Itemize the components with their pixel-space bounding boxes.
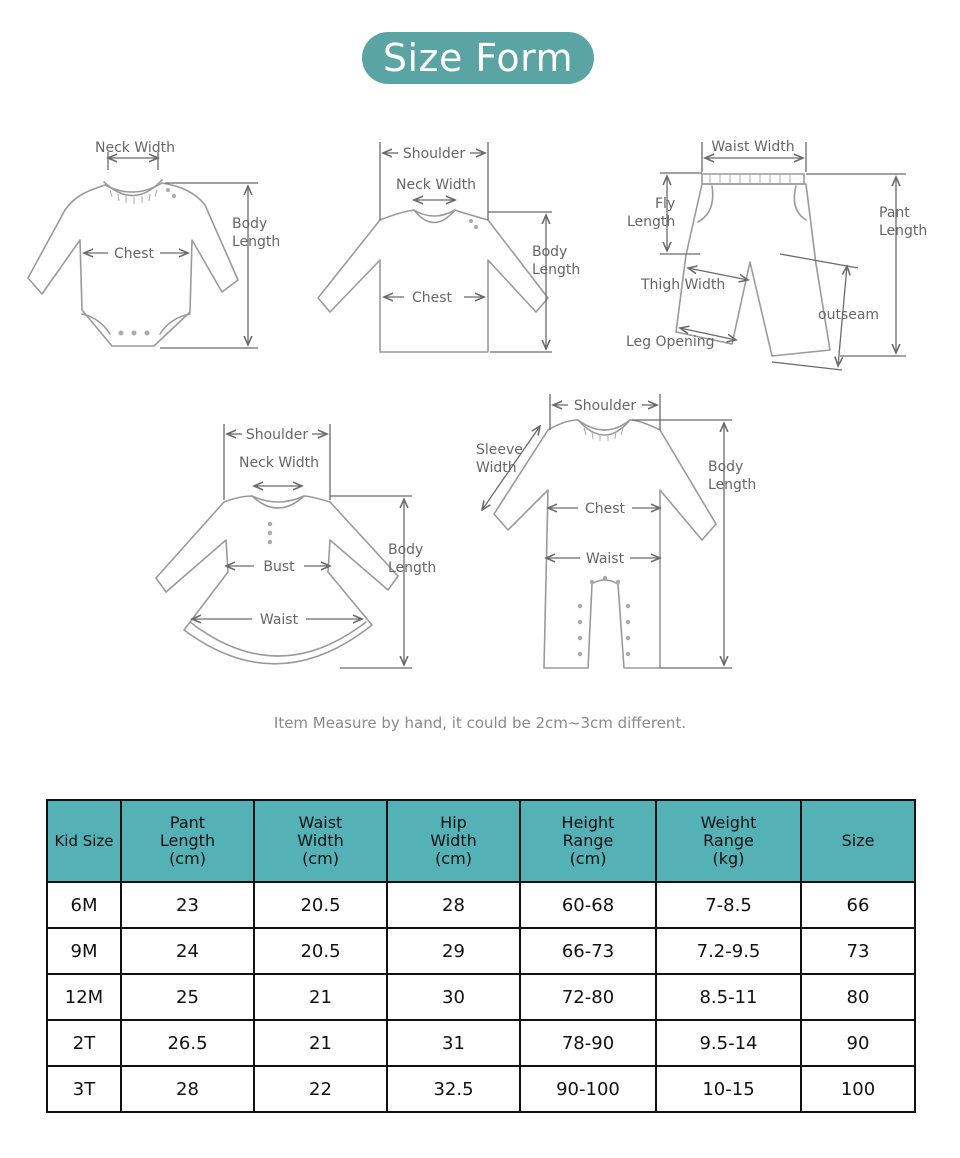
romper-sleeve-width-label-2: Width [476,460,517,476]
size-table [46,799,916,1113]
table-row [47,928,915,974]
table-cell: 28 [387,882,520,928]
romper-sleeve-width-label-1: Sleeve [476,442,523,458]
table-cell: 100 [801,1066,915,1112]
pants-diagram [626,139,927,370]
bodysuit-chest-label: Chest [113,246,155,262]
table-cell: 21 [254,1020,387,1066]
table-cell: 22 [254,1066,387,1112]
table-row [47,882,915,928]
dress-diagram [156,424,436,668]
table-cell: 66-73 [520,928,656,974]
table-cell: 80 [801,974,915,1020]
table-cell: 7.2-9.5 [656,928,801,974]
romper-shoulder-label: Shoulder [573,398,637,414]
measurement-note: Item Measure by hand, it could be 2cm~3cm different. [273,714,687,732]
table-cell: 26.5 [121,1020,254,1066]
romper-diagram [476,394,756,668]
top-neck-width-label: Neck Width [395,177,477,193]
pants-fly-length-label-2: Length [627,214,676,230]
table-cell: 10-15 [656,1066,801,1112]
table-cell: 7-8.5 [656,882,801,928]
garment-diagrams [0,100,960,680]
bodysuit-body-length-label-2: Length [232,234,281,250]
romper-chest-label: Chest [584,501,626,517]
pants-length-label-2: Length [879,223,928,239]
dress-body-length-label-2: Length [388,560,437,576]
table-row [47,974,915,1020]
table-cell: 20.5 [254,928,387,974]
bodysuit-neck-width-label: Neck Width [94,140,176,156]
header-height-range: Height Range (cm) [520,800,656,882]
table-cell: 73 [801,928,915,974]
table-cell: 90-100 [520,1066,656,1112]
table-cell: 78-90 [520,1020,656,1066]
pants-leg-opening-label: Leg Opening [626,334,715,350]
top-body-length-label-2: Length [532,262,581,278]
header-weight-range: Weight Range (kg) [656,800,801,882]
romper-body-length-label-2: Length [708,477,757,493]
pants-waist-width-label: Waist Width [711,139,795,155]
table-cell: 12M [47,974,121,1020]
dress-shoulder-label: Shoulder [245,427,309,443]
pants-length-label-1: Pant [879,205,910,221]
romper-waist-label: Waist [585,551,625,567]
header-size: Size [801,800,915,882]
dress-bust-label: Bust [263,559,295,575]
table-cell: 9M [47,928,121,974]
header-kid-size: Kid Size [47,800,121,882]
bodysuit-diagram [28,140,280,348]
top-chest-label: Chest [411,290,453,306]
pants-outseam-label: outseam [818,307,880,323]
table-cell: 72-80 [520,974,656,1020]
table-cell: 30 [387,974,520,1020]
table-cell: 29 [387,928,520,974]
header-hip-width: Hip Width (cm) [387,800,520,882]
page-title: Size Form [362,32,594,84]
table-header-row [47,800,915,882]
pants-fly-length-label-1: Fly [655,196,676,212]
table-cell: 25 [121,974,254,1020]
header-waist-width: Waist Width (cm) [254,800,387,882]
table-cell: 28 [121,1066,254,1112]
table-cell: 6M [47,882,121,928]
table-row [47,1066,915,1112]
pants-thigh-width-label: Thigh Width [641,277,726,293]
table-cell: 90 [801,1020,915,1066]
table-cell: 21 [254,974,387,1020]
top-diagram [318,142,580,352]
romper-body-length-label-1: Body [708,459,744,475]
bodysuit-body-length-label-1: Body [232,216,268,232]
table-cell: 60-68 [520,882,656,928]
dress-body-length-label-1: Body [388,542,424,558]
table-cell: 9.5-14 [656,1020,801,1066]
table-cell: 20.5 [254,882,387,928]
table-cell: 8.5-11 [656,974,801,1020]
table-cell: 3T [47,1066,121,1112]
table-cell: 23 [121,882,254,928]
dress-waist-label: Waist [259,612,299,628]
table-cell: 31 [387,1020,520,1066]
table-cell: 24 [121,928,254,974]
dress-neck-width-label: Neck Width [238,455,320,471]
table-row [47,1020,915,1066]
table-cell: 66 [801,882,915,928]
top-shoulder-label: Shoulder [402,146,466,162]
header-pant-length: Pant Length (cm) [121,800,254,882]
top-body-length-label-1: Body [532,244,568,260]
table-cell: 2T [47,1020,121,1066]
table-cell: 32.5 [387,1066,520,1112]
